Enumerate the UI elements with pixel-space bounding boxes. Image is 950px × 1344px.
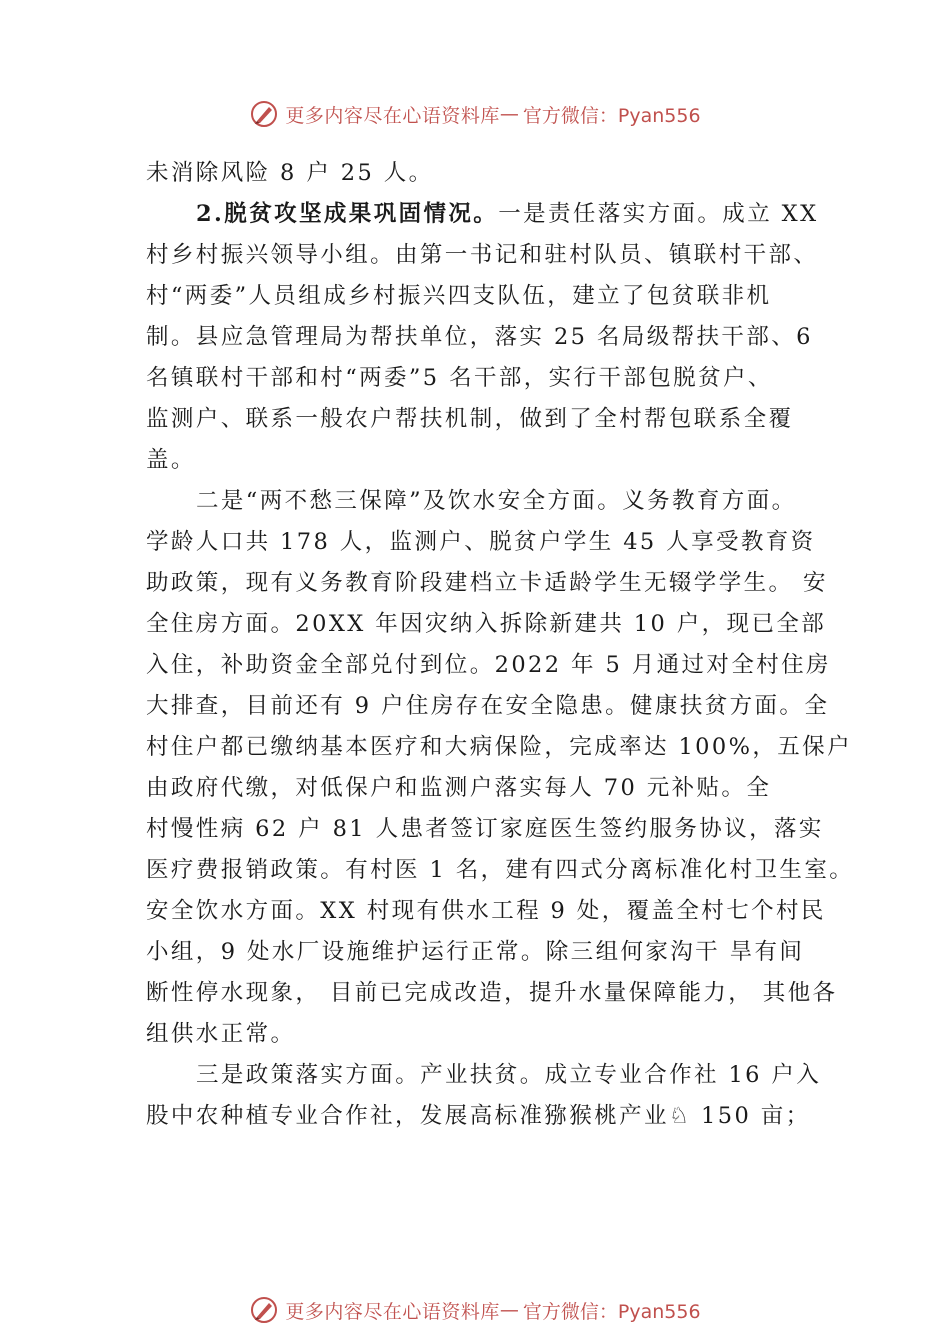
section-heading: 2.脱贫攻坚成果巩固情况。 [196,201,499,227]
text-line: 盖。 [146,447,196,473]
text-line: 组供水正常。 [146,1021,296,1047]
text-line: 二是“两不愁三保障”及饮水安全方面。义务教育方面。 [196,488,797,514]
header-watermark [0,94,950,134]
text-line: 大排查，目前还有 9 户住房存在安全隐患。健康扶贫方面。全 [146,693,830,719]
text-line: 助政策，现有义务教育阶段建档立卡适龄学生无辍学学生。 安 [146,570,828,596]
text-span: 一是责任落实方面。成立 XX [498,201,819,227]
text-line: 由政府代缴，对低保户和监测户落实每人 70 元补贴。全 [146,775,772,801]
text-line: 股中农种植专业合作社，发展高标准猕猴桃产业♘ 150 亩； [146,1103,811,1129]
promo-separator: — [499,1299,519,1321]
text-line: 村乡村振兴领导小组。由第一书记和驻村队员、镇联村干部、 [146,242,819,268]
pen-logo-icon [249,99,279,129]
text-line: 监测户、联系一般农户帮扶机制，做到了全村帮包联系全覆 [146,406,794,432]
text-line: 医疗费报销政策。有村医 1 名，建有四式分离标准化村卫生室。 [146,857,855,883]
promo-separator: — [499,103,519,125]
promo-text: 更多内容尽在心语资料库 [285,1300,500,1323]
document-body [146,153,856,1137]
text-line: 名镇联村干部和村“两委”5 名干部，实行干部包脱贫户、 [146,365,773,391]
text-line: 三是政策落实方面。产业扶贫。成立专业合作社 16 户入 [196,1062,822,1088]
pen-logo-icon [249,1295,279,1325]
text-line: 未消除风险 8 户 25 人。 [146,160,434,186]
text-line: 学龄人口共 178 人，监测户、脱贫户学生 45 人享受教育资 [146,529,816,555]
text-line: 村慢性病 62 户 81 人患者签订家庭医生签约服务协议，落实 [146,816,824,842]
wechat-text: 官方微信：Pyan556 [522,104,701,127]
footer-watermark [0,1290,950,1330]
text-line: 小组，9 处水厂设施维护运行正常。除三组何家沟干 旱有间 [146,939,805,965]
text-line: 入住，补助资金全部兑付到位。2022 年 5 月通过对全村住房 [146,652,831,678]
text-line: 村住户都已缴纳基本医疗和大病保险，完成率达 100%，五保户 [146,734,852,760]
text-line: 制。县应急管理局为帮扶单位，落实 25 名局级帮扶干部、6 [146,324,813,350]
text-line [146,194,856,235]
wechat-text: 官方微信：Pyan556 [522,1300,701,1323]
promo-text: 更多内容尽在心语资料库 [285,104,500,127]
text-line: 全住房方面。20XX 年因灾纳入拆除新建共 10 户，现已全部 [146,611,827,637]
text-line: 村“两委”人员组成乡村振兴四支队伍，建立了包贫联非机 [146,283,772,309]
text-line: 安全饮水方面。XX 村现有供水工程 9 处，覆盖全村七个村民 [146,898,826,924]
text-line: 断性停水现象， 目前已完成改造，提升水量保障能力， 其他各 [146,980,838,1006]
